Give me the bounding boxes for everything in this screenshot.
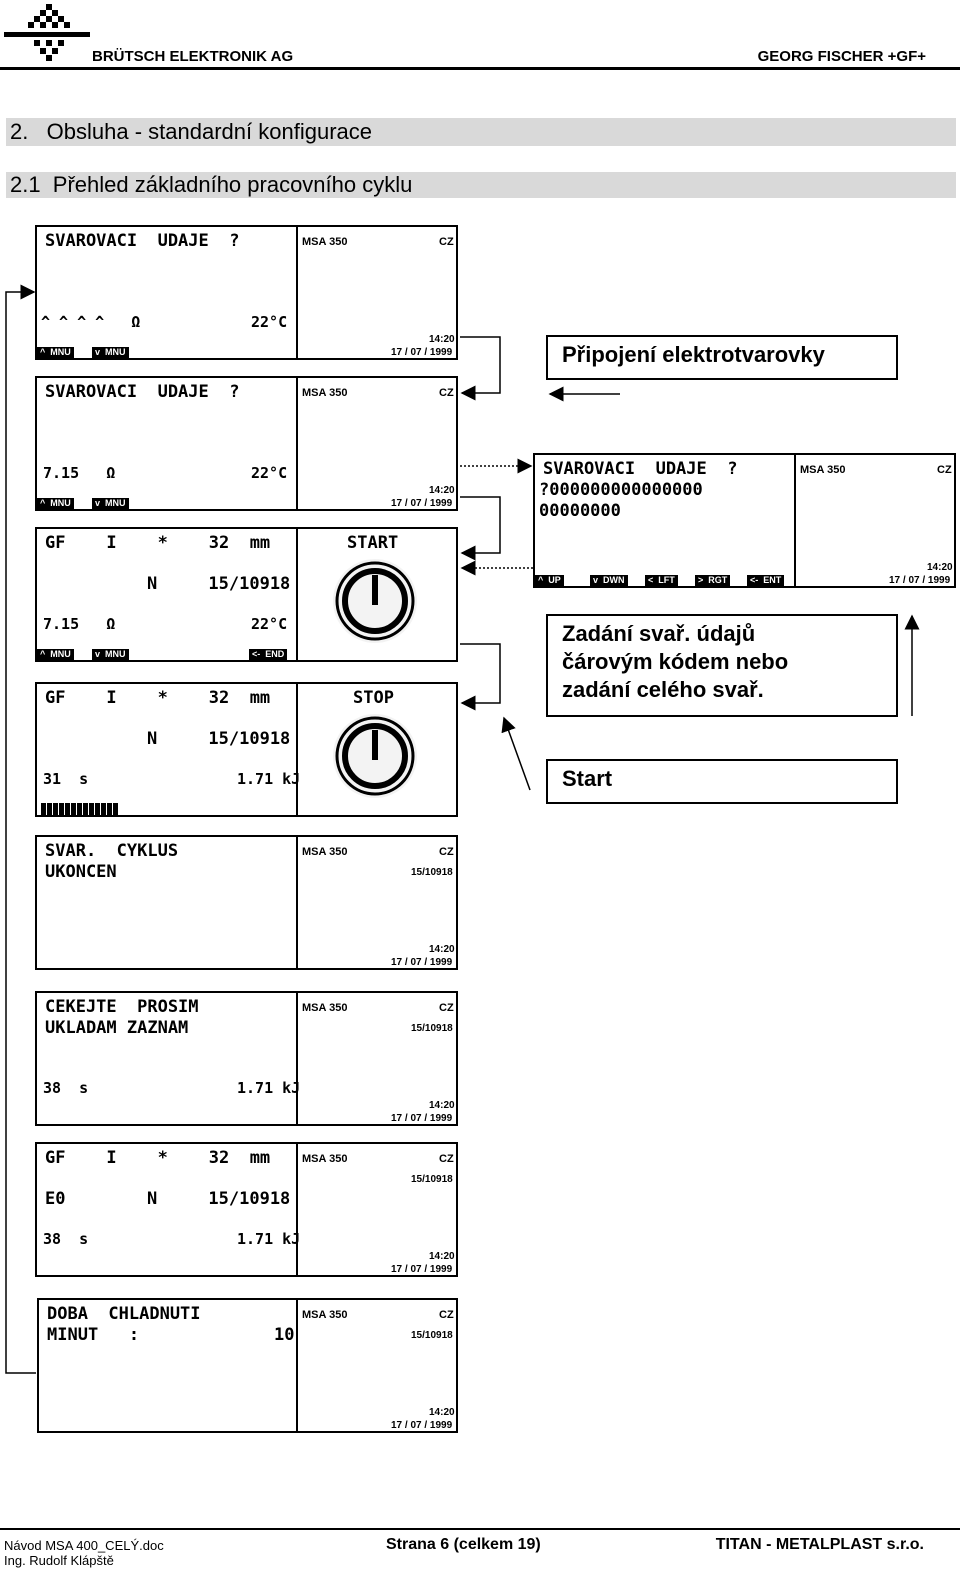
screen-title: SVAROVACI UDAJE ?: [45, 382, 240, 402]
energy: 1.71 kJ: [237, 770, 301, 788]
lcd-input-screen: [533, 453, 956, 588]
softkey: ^ MNU: [37, 649, 74, 660]
date: 17 / 07 / 1999: [391, 957, 453, 968]
resistance: 7.15 Ω: [43, 464, 116, 482]
model: MSA 350: [302, 236, 348, 248]
model: MSA 350: [800, 464, 846, 476]
energy: 1.71 kJ: [237, 1079, 301, 1097]
lcd-screen-5: [35, 835, 458, 970]
weld-params: GF I * 32 mm: [45, 688, 271, 708]
date: 17 / 07 / 1999: [391, 1420, 453, 1431]
softkey: v MNU: [92, 347, 129, 358]
arrow-s1-s2: [460, 337, 500, 393]
language: CZ: [439, 236, 454, 248]
label-entry: [546, 614, 898, 717]
language: CZ: [439, 1002, 454, 1014]
footer-company: TITAN - METALPLAST s.r.o.: [715, 1536, 924, 1553]
language: CZ: [937, 464, 952, 476]
date: 17 / 07 / 1999: [391, 1113, 453, 1124]
time: 14:20: [927, 562, 953, 573]
weld-code: 15/10918: [411, 1023, 453, 1034]
status-line-2: MINUT :: [47, 1325, 140, 1345]
model: MSA 350: [302, 1002, 348, 1014]
resistance: 7.15 Ω: [43, 615, 116, 633]
temperature: 22°C: [251, 313, 288, 331]
time: 14:20: [429, 485, 455, 496]
softkey-end: <- END: [249, 649, 287, 660]
weld-code: N 15/10918: [147, 574, 291, 594]
softkey: < LFT: [645, 575, 678, 586]
action-label: START: [347, 533, 399, 553]
status-line-1: CEKEJTE PROSIM: [45, 997, 199, 1017]
progress-bar: [41, 803, 119, 815]
power-icon: [331, 712, 419, 800]
label-entry-line: čárovým kódem nebo: [562, 649, 789, 674]
screen-title: SVAROVACI UDAJE ?: [543, 459, 738, 479]
arrow-s3-s4: [460, 644, 500, 703]
time: 14:20: [429, 1251, 455, 1262]
time: 14:20: [429, 944, 455, 955]
weld-params: GF I * 32 mm: [45, 533, 271, 553]
softkey: v MNU: [92, 498, 129, 509]
lcd-screen-1: [35, 225, 458, 360]
arrow-start: [504, 718, 530, 790]
label-connect: Připojení elektrotvarovky: [546, 335, 898, 380]
temperature: 22°C: [251, 615, 288, 633]
footer-author: Ing. Rudolf Klápště: [4, 1553, 114, 1568]
elapsed-time: 38 s: [43, 1079, 89, 1097]
date: 17 / 07 / 1999: [391, 498, 453, 509]
softkey: v DWN: [590, 575, 628, 586]
weld-code: N 15/10918: [147, 1189, 291, 1209]
weld-code: N 15/10918: [147, 729, 291, 749]
status-line-2: UKLADAM ZAZNAM: [45, 1018, 189, 1038]
energy: 1.71 kJ: [237, 1230, 301, 1248]
company-right: GEORG FISCHER +GF+: [757, 48, 926, 65]
language: CZ: [439, 846, 454, 858]
error-code: E0: [45, 1189, 66, 1209]
softkey: ^ MNU: [37, 498, 74, 509]
lcd-screen-6: [35, 991, 458, 1126]
time: 14:20: [429, 1407, 455, 1418]
status-line-1: SVAR. CYKLUS: [45, 841, 179, 861]
date: 17 / 07 / 1999: [391, 1264, 453, 1275]
model: MSA 350: [302, 846, 348, 858]
label-entry-line: zadání celého svař.: [562, 677, 764, 702]
softkey: v MNU: [92, 649, 129, 660]
time: 14:20: [429, 334, 455, 345]
lcd-screen-2: [35, 376, 458, 511]
label-entry-line: Zadání svař. údajů: [562, 621, 756, 646]
weld-code-small: 15/10918: [411, 1174, 453, 1185]
footer-rule: [0, 1528, 960, 1530]
power-icon: [331, 557, 419, 645]
lcd-screen-8: [37, 1298, 458, 1433]
weld-code: 15/10918: [411, 1330, 453, 1341]
lcd-screen-4: [35, 682, 458, 817]
language: CZ: [439, 387, 454, 399]
section-subtitle: 2.1 Přehled základního pracovního cyklu: [6, 172, 956, 198]
lcd-screen-3: [35, 527, 458, 662]
section-title: 2. Obsluha - standardní konfigurace: [6, 118, 956, 146]
date: 17 / 07 / 1999: [391, 347, 453, 358]
lcd-screen-7: [35, 1142, 458, 1277]
language: CZ: [439, 1153, 454, 1165]
elapsed-time: 31 s: [43, 770, 89, 788]
model: MSA 350: [302, 387, 348, 399]
company-left: BRÜTSCH ELEKTRONIK AG: [92, 48, 294, 65]
time: 14:20: [429, 1100, 455, 1111]
loop-arrow: [6, 292, 36, 1373]
elapsed-time: 38 s: [43, 1230, 89, 1248]
screen-title: SVAROVACI UDAJE ?: [45, 231, 240, 251]
footer-page: Strana 6 (celkem 19): [386, 1536, 541, 1553]
language: CZ: [439, 1309, 454, 1321]
cooling-minutes: 10: [274, 1325, 295, 1345]
action-label: STOP: [353, 688, 394, 708]
footer-doc: Návod MSA 400_CELÝ.doc: [4, 1538, 164, 1553]
model: MSA 350: [302, 1153, 348, 1165]
softkey: > RGT: [695, 575, 730, 586]
softkey: <- ENT: [747, 575, 784, 586]
barcode-input: ?000000000000000: [539, 480, 703, 500]
label-start: Start: [546, 759, 898, 804]
resistance: ^ ^ ^ ^ Ω: [41, 313, 141, 331]
status-line-2: UKONCEN: [45, 862, 117, 882]
softkey: ^ UP: [535, 575, 564, 586]
barcode-input-2: 00000000: [539, 501, 621, 521]
softkey: ^ MNU: [37, 347, 74, 358]
temperature: 22°C: [251, 464, 288, 482]
weld-params: GF I * 32 mm: [45, 1148, 271, 1168]
status-line-1: DOBA CHLADNUTI: [47, 1304, 201, 1324]
arrow-s2-s3: [460, 497, 500, 553]
date: 17 / 07 / 1999: [889, 575, 951, 586]
model: MSA 350: [302, 1309, 348, 1321]
weld-code: 15/10918: [411, 867, 453, 878]
